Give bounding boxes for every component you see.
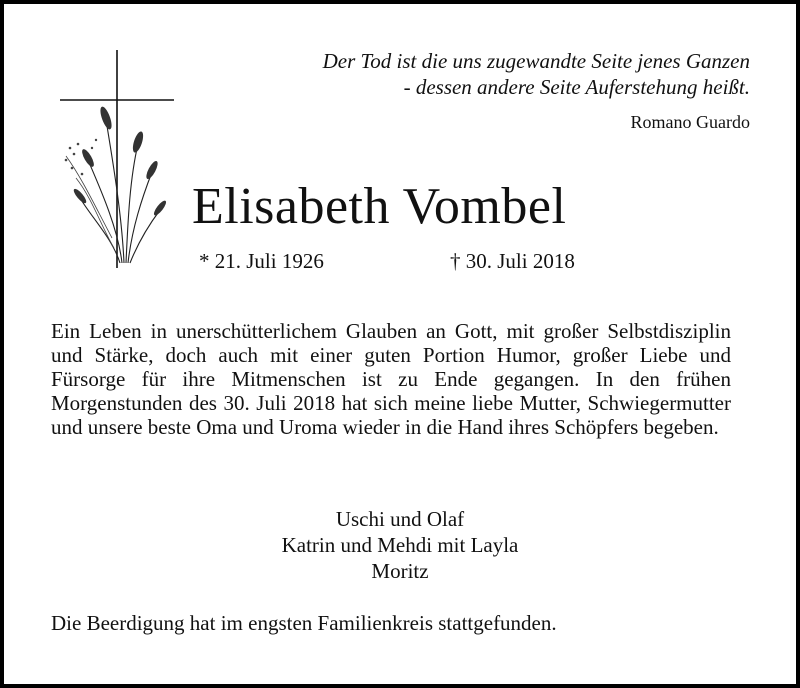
quote-line-2: - dessen andere Seite Auferstehung heißt. (403, 75, 750, 99)
mourner-entry: Uschi und Olaf (335, 507, 465, 531)
epigraph-quote (323, 48, 750, 100)
deceased-name: Elisabeth Vombel (192, 178, 567, 235)
mourner-entry: Moritz (371, 559, 429, 583)
cross-with-wheat-icon (52, 48, 182, 270)
funeral-note: Die Beerdigung hat im engsten Familienkreis stattgefunden. (51, 611, 557, 635)
obituary-text: Ein Leben in unerschütterlichem Glauben an Gott, mit großer Selbstdisziplin und Stärke, doch auch mit einer guten Portion Humor, großer Liebe und Fürsorge für ihre Mitmenschen ist zu Ende gegangen. In den frühen Morgenstunden des 30. Juli 2018 hat sich meine liebe Mutter, Schwiegermutter und unsere beste Oma und Uroma wieder in die Hand ihres Schöpfers begeben. (51, 319, 731, 439)
mourner-entry: Katrin und Mehdi mit Layla (281, 533, 519, 557)
birth-date: * 21. Juli 1926 (199, 249, 324, 273)
death-date: † 30. Juli 2018 (450, 249, 575, 273)
mourners-list (4, 506, 796, 584)
quote-author: Romano Guardo (630, 112, 750, 132)
quote-line-1: Der Tod ist die uns zugewandte Seite jenes Ganzen (322, 49, 750, 73)
